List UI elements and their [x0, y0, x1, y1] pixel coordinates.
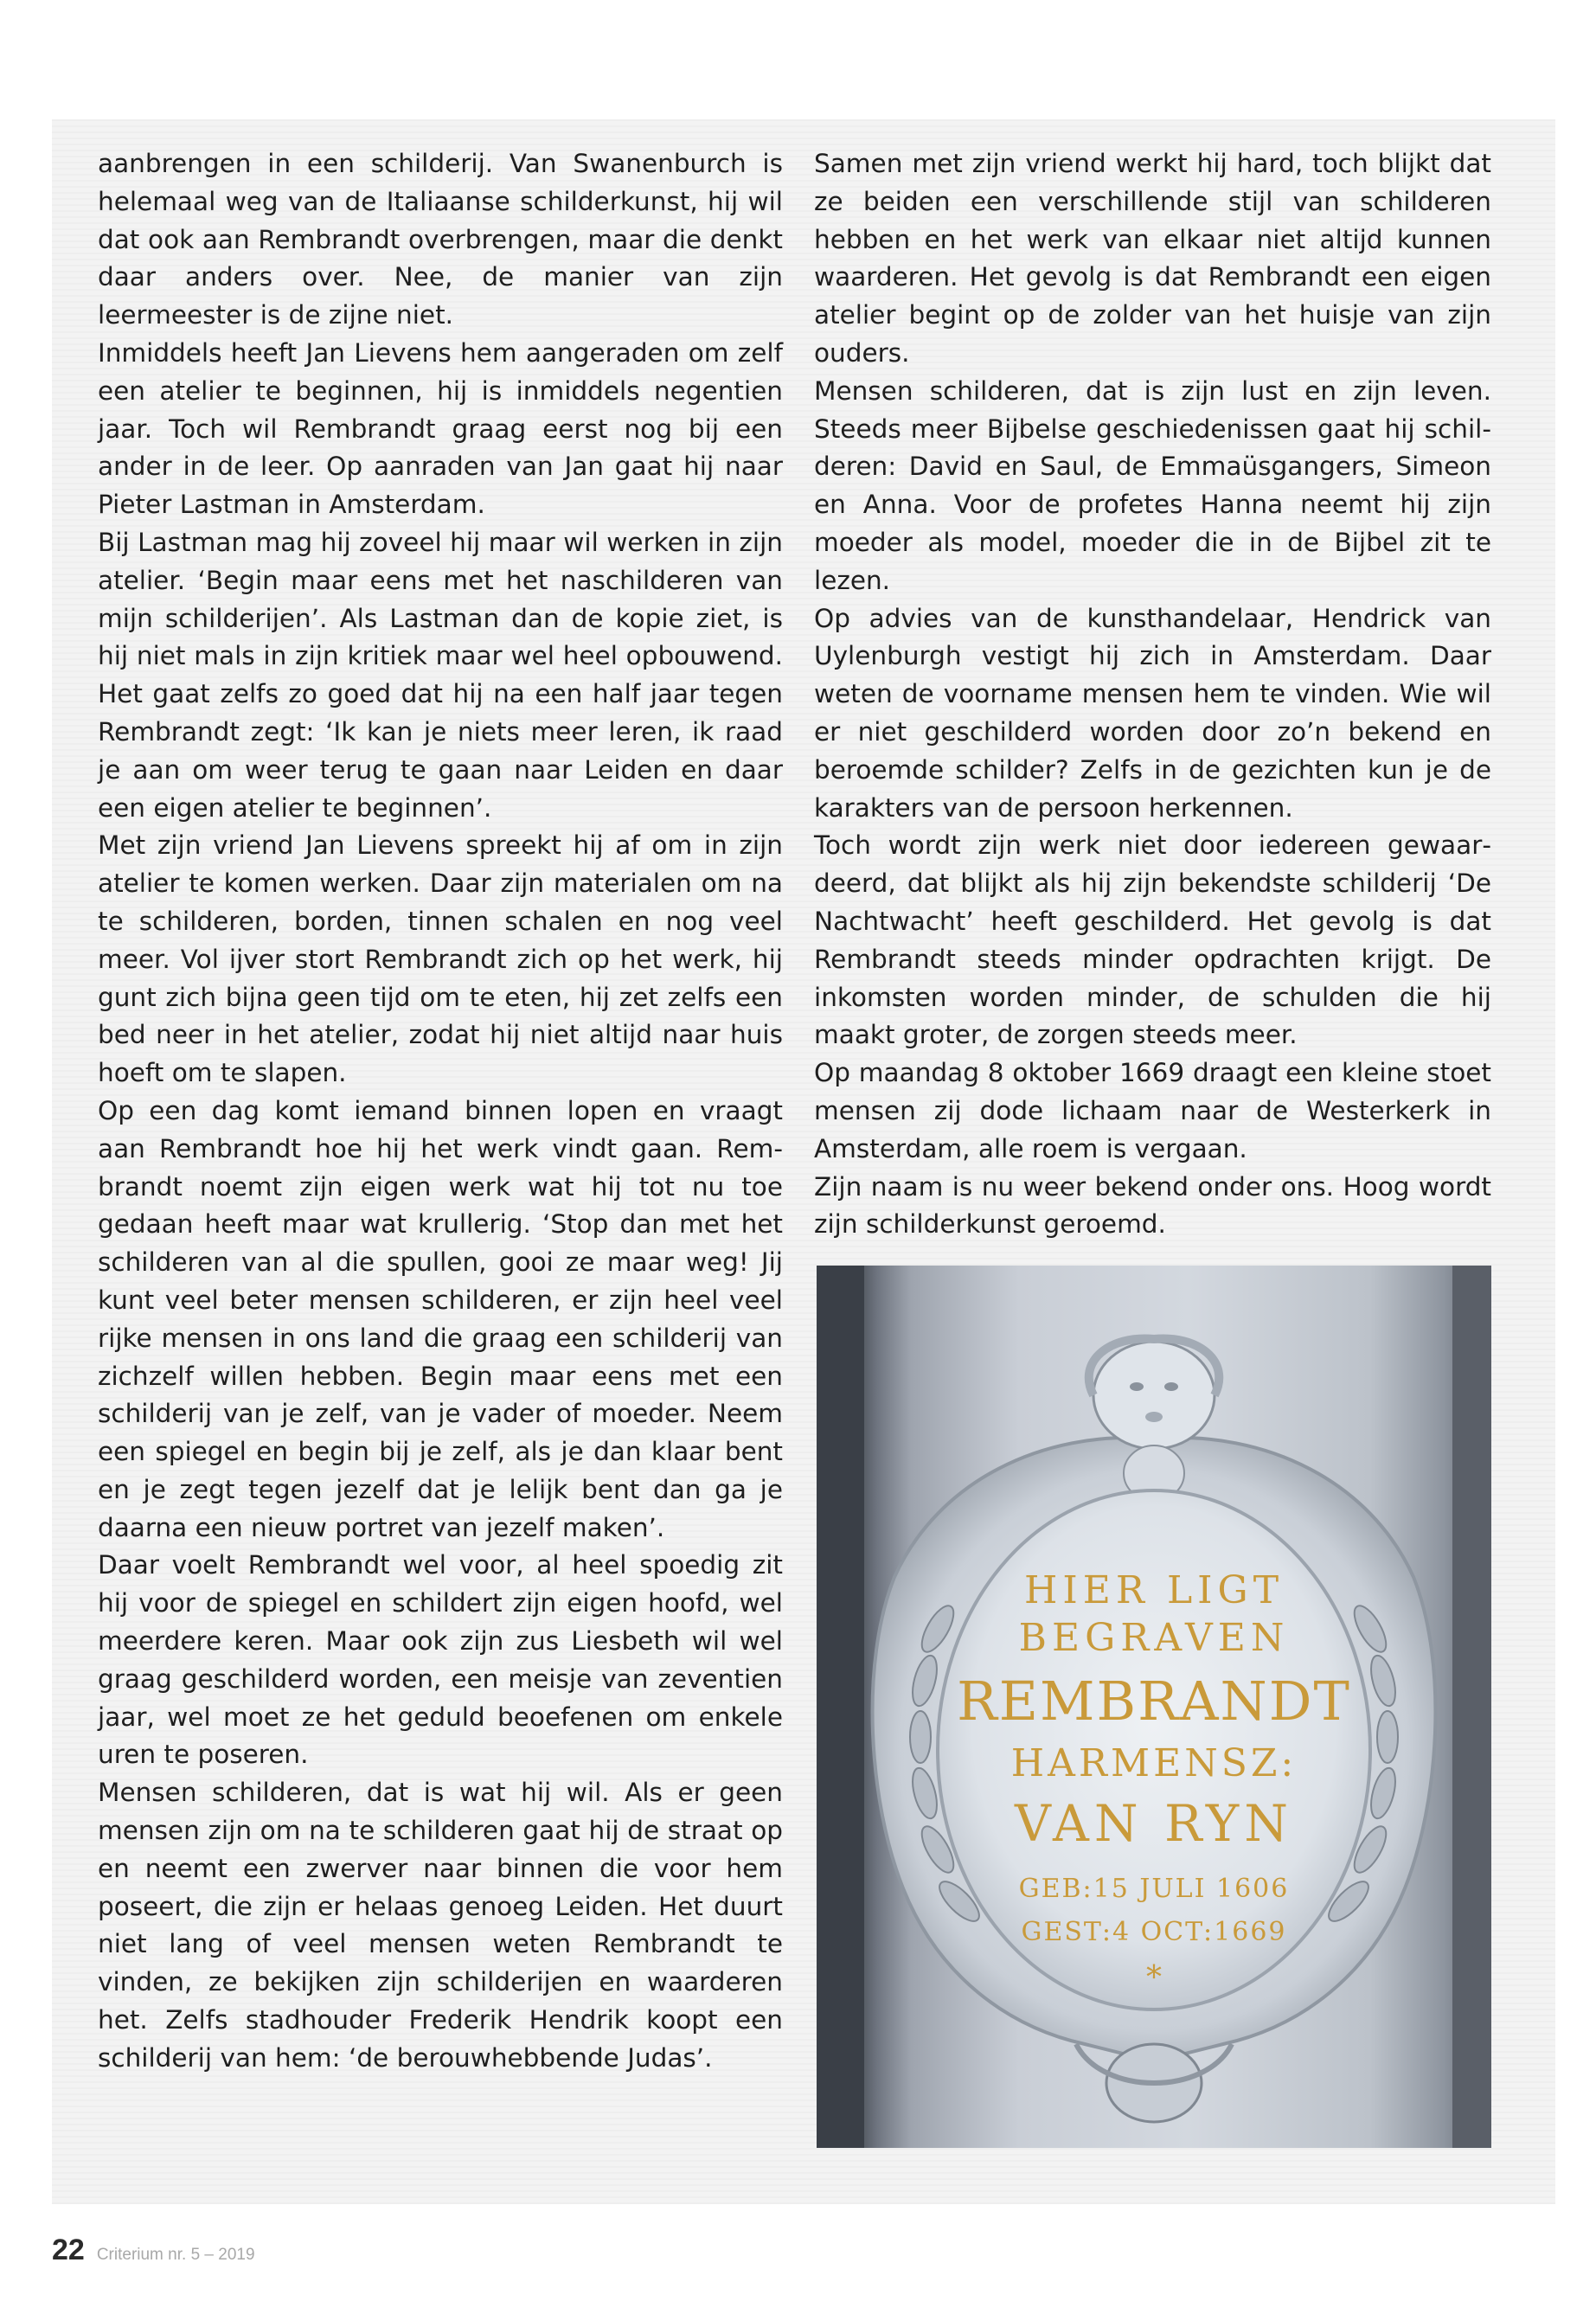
- paragraph: Mensen schilderen, dat is wat hij wil. Als er geen mensen zijn om na te schilderen gaat hij de straat op en neemt een zwerver naar binnen die voor hem poseert, die zijn er helaas genoeg Leiden. Het duurt niet lang of veel mensen weten Rembrandt te vinden, ze bekijken zijn schilderijen en waarderen het. Zelfs stadhouder Frederik Hendrik koopt een schilderij van hem: ‘de berouwhebbende Judas’.: [98, 1778, 783, 2073]
- cherub-head-icon: [1093, 1342, 1215, 1449]
- page-footer: [52, 2234, 255, 2267]
- wall-shadow-right: [1452, 1266, 1491, 2148]
- inscription-line: BEGRAVEN: [1018, 1616, 1290, 1660]
- inscription-line: REMBRANDT: [957, 1670, 1351, 1733]
- paragraph: Op een dag komt iemand binnen lopen en vraagt aan Rembrandt hoe hij het werk vindt gaan. Rembrandt noemt zijn eigen werk wat hij tot nu toe gedaan heeft maar wat krullerig. ‘Stop dan met het schilderen van al die spullen, gooi ze maar weg! Jij kunt veel beter mensen schilderen, er zijn heel veel rijke mensen in ons land die graag een schilderij van zichzelf willen hebben. Begin maar eens met een schilderij van je zelf, van je vader of moeder. Neem een spiegel en begin bij je zelf, als je dan klaar bent en je zegt tegen jezelf dat je lelijk bent dan ga je daarna een nieuw portret van jezelf maken’.: [98, 1095, 783, 1542]
- inscription-line: VAN RYN: [1015, 1794, 1293, 1853]
- inscription-line: GEST:4 OCT:1669: [1021, 1917, 1287, 1947]
- paragraph: Inmiddels heeft Jan Lievens hem aangeraden om zelf een atelier te beginnen, hij is inmiddels negentien jaar. Toch wil Rembrandt graag eerst nog bij een ander in de leer. Op aanraden van Jan gaat hij naar Pieter Lastman in Amsterdam.: [98, 337, 783, 520]
- paragraph: Toch wordt zijn werk niet door iedereen gewaardeerd, dat blijkt als hij zijn bekendste schilderij ‘De Nachtwacht’ heeft geschilderd. Het gevolg is dat Rembrandt steeds minder opdrachten krijgt. De inkomsten worden minder, de schulden die hij maakt groter, de zorgen steeds meer.: [814, 830, 1491, 1050]
- wall-shadow-left: [817, 1266, 864, 2148]
- paragraph: Daar voelt Rembrandt wel voor, al heel spoedig zit hij voor de spiegel en schildert zijn eigen hoofd, wel meerdere keren. Maar ook zijn zus Liesbeth wil wel graag geschilderd worden, een meisje van zeventien jaar, wel moet ze het geduld beoefenen om enkele uren te poseren.: [98, 1550, 783, 1770]
- paragraph: Bij Lastman mag hij zoveel hij maar wil werken in zijn atelier. ‘Begin maar eens met het naschilderen van mijn schilderijen’. Als Lastman dan de kopie ziet, is hij niet mals in zijn kritiek maar wel heel opbouwend. Het gaat zelfs zo goed dat hij na een half jaar tegen Rembrandt zegt: ‘Ik kan je niets meer leren, ik raad je aan om weer terug te gaan naar Leiden en daar een eigen atelier te beginnen’.: [98, 527, 783, 823]
- paragraph: Zijn naam is nu weer bekend onder ons. Hoog wordt zijn schilderkunst geroemd.: [814, 1171, 1491, 1240]
- paragraph: Op maandag 8 oktober 1669 draagt een kleine stoet mensen zij dode lichaam naar de Westerkerk in Amsterdam, alle roem is vergaan.: [814, 1058, 1491, 1163]
- rembrandt-memorial-plaque-photo: [817, 1266, 1491, 2148]
- star-icon: *: [1146, 1960, 1162, 1996]
- page-number: 22: [52, 2234, 85, 2266]
- article-column-left: [98, 145, 783, 2078]
- article-column-right: [814, 145, 1491, 1244]
- paragraph: Mensen schilderen, dat is zijn lust en zijn leven. Steeds meer Bijbelse geschiedenissen gaat hij schilderen: David en Saul, de Emmaüsgangers, Simeon en Anna. Voor de profetes Hanna neemt hij zijn moeder als model, moeder die in de Bijbel zit te lezen.: [814, 375, 1491, 595]
- paragraph: Op advies van de kunsthandelaar, Hendrick van Uylenburgh vestigt hij zich in Amsterdam. Daar weten de voorname mensen hem te vinden. Wie wil er niet geschilderd worden door zo’n bekend en beroemde schilder? Zelfs in de gezichten kun je de karakters van de persoon herkennen.: [814, 603, 1491, 823]
- inscription-line: HARMENSZ:: [1010, 1741, 1298, 1785]
- inscription-line: GEB:15 JULI 1606: [1018, 1874, 1290, 1904]
- plaque-illustration: [817, 1266, 1491, 2148]
- publication-info: Criterium nr. 5 – 2019: [96, 2246, 255, 2264]
- paragraph: Met zijn vriend Jan Lievens spreekt hij af om in zijn atelier te komen werken. Daar zijn materialen om na te schilderen, borden, tinnen schalen en nog veel meer. Vol ijver stort Rembrandt zich op het werk, hij gunt zich bijna geen tijd om te eten, hij zet zelfs een bed neer in het atelier, zodat hij niet altijd naar huis hoeft om te slapen.: [98, 830, 783, 1088]
- paragraph: aanbrengen in een schilderij. Van Swanenburch is helemaal weg van de Italiaanse schilderkunst, hij wil dat ook aan Rembrandt overbrengen, maar die denkt daar anders over. Nee, de manier van zijn leermeester is de zijne niet.: [98, 149, 783, 330]
- paragraph: Samen met zijn vriend werkt hij hard, toch blijkt dat ze beiden een verschillende stijl van schilderen hebben en het werk van elkaar niet altijd kunnen waarderen. Het gevolg is dat Rembrandt een eigen atelier begint op de zolder van het huisje van zijn ouders.: [814, 149, 1491, 368]
- inscription-line: HIER LIGT: [1023, 1568, 1285, 1612]
